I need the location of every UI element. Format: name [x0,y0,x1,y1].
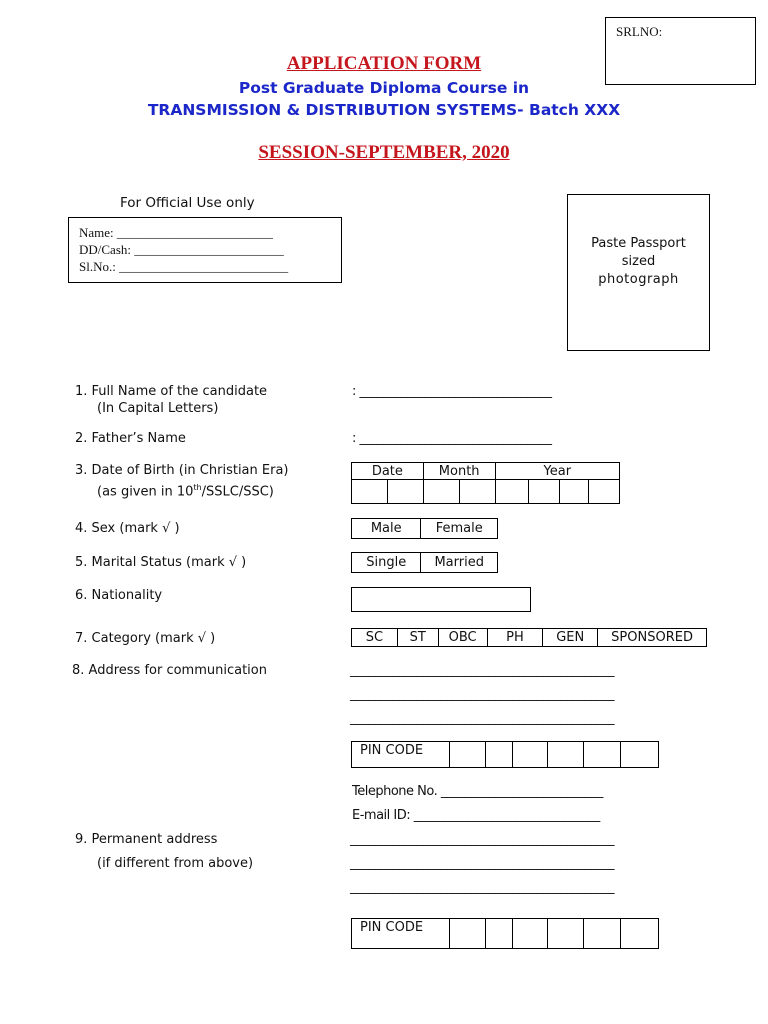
program-line: TRANSMISSION & DISTRIBUTION SYSTEMS- Batch XXX [147,101,621,119]
q8-label: 8. Address for communication [72,663,267,678]
category-options [351,628,707,647]
pin-cell[interactable] [548,919,584,949]
q3-label: 3. Date of Birth (in Christian Era) [75,463,289,478]
category-option-ph[interactable]: PH [487,629,543,647]
session-title: SESSION-SEPTEMBER, 2020 [258,142,510,163]
photo-box[interactable] [567,194,710,351]
dob-cell[interactable] [529,480,560,504]
marital-option-single[interactable]: Single [352,553,421,573]
q9-sub-label: (if different from above) [97,856,254,871]
nationality-field[interactable] [351,587,531,612]
pin-cell[interactable] [548,742,584,768]
pin-cell[interactable] [584,742,621,768]
telephone-field[interactable]: Telephone No. ___________________________ [352,784,603,799]
address-line-3[interactable]: ____________________________________________ [350,711,614,726]
dob-cell[interactable] [387,480,423,504]
category-option-gen[interactable]: GEN [543,629,598,647]
category-option-st[interactable]: ST [397,629,438,647]
q5-label: 5. Marital Status (mark √ ) [75,555,247,570]
pin-cell[interactable] [621,742,659,768]
full-name-field[interactable]: : ________________________________ [352,384,552,399]
dob-cell[interactable] [352,480,388,504]
pin-cell[interactable] [449,742,485,768]
dob-cell[interactable] [423,480,459,504]
dob-cell[interactable] [589,480,620,504]
q3-sub-label: (as given in 10th/SSLC/SSC) [97,483,274,500]
pin-code-label: PIN CODE [352,742,450,768]
address-line-2[interactable]: ____________________________________________ [350,687,614,702]
pin-cell[interactable] [584,919,621,949]
q2-label: 2. Father’s Name [75,431,186,446]
official-dd-line: DD/Cash: _______________________ [79,242,284,257]
q1-sub-label: (In Capital Letters) [97,401,219,416]
official-sl-line: Sl.No.: __________________________ [79,259,289,274]
permanent-address-line-2[interactable]: ____________________________________________ [350,856,614,871]
photo-line-3: photograph [598,272,679,287]
q6-label: 6. Nationality [75,588,163,603]
dob-table [351,462,620,504]
category-option-sc[interactable]: SC [352,629,398,647]
dob-cell[interactable] [560,480,589,504]
pin-cell[interactable] [512,742,548,768]
pin-cell[interactable] [485,742,512,768]
dob-header-date: Date [352,463,424,480]
sex-options [351,518,498,539]
q7-label: 7. Category (mark √ ) [75,631,216,646]
marital-options [351,552,498,573]
pin-cell[interactable] [485,919,512,949]
q9-label: 9. Permanent address [75,832,218,847]
email-field[interactable]: E-mail ID: _______________________________ [352,808,600,823]
pin-cell[interactable] [512,919,548,949]
permanent-pin-code-table [351,918,659,949]
pin-cell[interactable] [449,919,485,949]
photo-line-1: Paste Passport [591,236,686,251]
official-name-line: Name: ________________________ [79,225,273,240]
official-use-label: For Official Use only [120,195,255,211]
permanent-address-line-1[interactable]: ____________________________________________ [350,832,614,847]
sex-option-male[interactable]: Male [352,519,421,539]
pin-cell[interactable] [621,919,659,949]
category-option-sponsored[interactable]: SPONSORED [598,629,707,647]
course-line: Post Graduate Diploma Course in [238,79,530,97]
photo-line-2: sized [621,254,656,269]
permanent-address-line-3[interactable]: ____________________________________________ [350,880,614,895]
dob-header-month: Month [423,463,495,480]
address-line-1[interactable]: ____________________________________________ [350,663,614,678]
dob-cell[interactable] [459,480,495,504]
form-title: APPLICATION FORM [286,53,482,74]
dob-header-year: Year [495,463,619,480]
q1-label: 1. Full Name of the candidate [75,384,268,399]
official-use-box [68,217,342,283]
sex-option-female[interactable]: Female [421,519,498,539]
father-name-field[interactable]: : ________________________________ [352,431,552,446]
marital-option-married[interactable]: Married [421,553,498,573]
serial-number-label: SRLNO: [616,24,663,39]
dob-cell[interactable] [495,480,529,504]
pin-code-table [351,741,659,768]
q4-label: 4. Sex (mark √ ) [75,521,180,536]
category-option-obc[interactable]: OBC [438,629,487,647]
permanent-pin-code-label: PIN CODE [352,919,450,949]
